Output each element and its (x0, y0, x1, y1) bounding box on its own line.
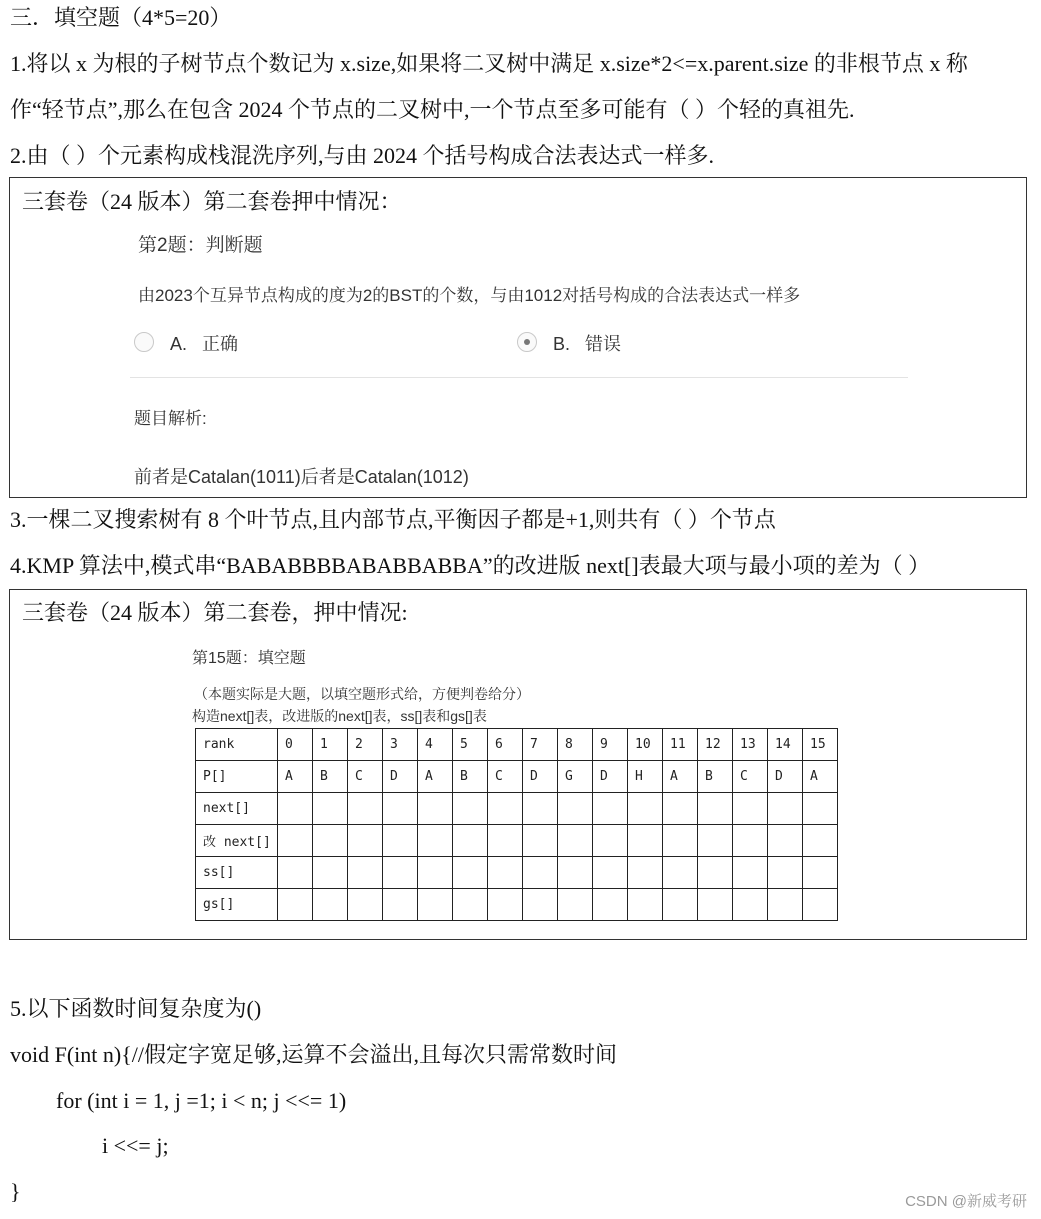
table-row (196, 825, 838, 857)
divider (130, 377, 908, 378)
table-row-header: rank (196, 729, 278, 761)
judge-question-header: 第2题：判断题 (138, 235, 263, 256)
table-cell (488, 857, 523, 889)
table-cell (628, 889, 663, 921)
table-cell: C (488, 761, 523, 793)
fill-question-note: （本题实际是大题，以填空题形式给，方便判卷给分） (194, 686, 530, 702)
table-cell: B (698, 761, 733, 793)
table-cell (313, 793, 348, 825)
table-cell (628, 793, 663, 825)
table-cell (768, 889, 803, 921)
table-cell (383, 825, 418, 857)
question-1-line-1: 1.将以 x 为根的子树节点个数记为 x.size,如果将二叉树中满足 x.size*2<=x.parent.size 的非根节点 x 称 (10, 51, 968, 76)
table-cell (383, 857, 418, 889)
table-cell (698, 889, 733, 921)
table-cell (768, 793, 803, 825)
box-1-title: 三套卷（24 版本）第二套卷押中情况： (22, 189, 402, 214)
question-2: 2.由（ ）个元素构成栈混洗序列,与由 2024 个括号构成合法表达式一样多. (10, 143, 715, 168)
table-cell: G (558, 761, 593, 793)
table-row (196, 793, 838, 825)
table-cell (523, 889, 558, 921)
table-cell (768, 825, 803, 857)
table-cell: 15 (803, 729, 838, 761)
table-cell: 9 (593, 729, 628, 761)
option-b-radio[interactable] (517, 332, 537, 352)
table-cell: 6 (488, 729, 523, 761)
table-cell (628, 825, 663, 857)
table-cell (278, 825, 313, 857)
table-cell: 2 (348, 729, 383, 761)
table-cell (558, 793, 593, 825)
table-cell (663, 889, 698, 921)
table-cell: 13 (733, 729, 768, 761)
table-cell: A (418, 761, 453, 793)
table-cell (733, 793, 768, 825)
table-cell (628, 857, 663, 889)
fill-question-header: 第15题：填空题 (192, 650, 306, 667)
code-line-4: } (10, 1179, 21, 1204)
table-cell (523, 825, 558, 857)
table-cell (558, 889, 593, 921)
table-row (196, 729, 838, 761)
table-cell (313, 857, 348, 889)
option-a-label: A. 正确 (170, 334, 239, 354)
analysis-text: 前者是Catalan(1011)后者是Catalan(1012) (134, 467, 469, 487)
fill-question-instruction: 构造next[]表，改进版的next[]表，ss[]表和gs[]表 (192, 708, 487, 724)
table-cell (803, 857, 838, 889)
table-cell: D (593, 761, 628, 793)
option-a-radio[interactable] (134, 332, 154, 352)
table-cell (733, 825, 768, 857)
table-cell: 0 (278, 729, 313, 761)
table-cell (488, 889, 523, 921)
table-cell (698, 793, 733, 825)
table-cell: H (628, 761, 663, 793)
table-cell (663, 793, 698, 825)
table-cell (453, 857, 488, 889)
table-cell (593, 793, 628, 825)
screenshot-box-1 (9, 177, 1027, 498)
table-cell (558, 825, 593, 857)
question-3: 3.一棵二叉搜索树有 8 个叶节点,且内部节点,平衡因子都是+1,则共有（ ）个节点 (10, 507, 776, 532)
table-cell: B (453, 761, 488, 793)
table-cell: 12 (698, 729, 733, 761)
table-cell (313, 889, 348, 921)
table-cell (488, 793, 523, 825)
table-cell: D (768, 761, 803, 793)
kmp-table (195, 728, 838, 921)
table-row (196, 889, 838, 921)
table-cell (663, 857, 698, 889)
table-cell (803, 793, 838, 825)
watermark: CSDN @新威考研 (905, 1193, 1027, 1210)
table-row-header: ss[] (196, 857, 278, 889)
analysis-label: 题目解析: (134, 409, 207, 428)
table-cell: 7 (523, 729, 558, 761)
table-cell (803, 889, 838, 921)
table-cell (698, 857, 733, 889)
table-cell: D (383, 761, 418, 793)
table-cell (488, 825, 523, 857)
table-cell (418, 889, 453, 921)
question-1-line-2: 作“轻节点”,那么在包含 2024 个节点的二叉树中,一个节点至多可能有（ ）个轻的真祖先. (10, 97, 855, 122)
table-row (196, 761, 838, 793)
table-cell: 14 (768, 729, 803, 761)
table-cell (348, 793, 383, 825)
table-cell: 4 (418, 729, 453, 761)
table-cell (278, 889, 313, 921)
table-cell (663, 825, 698, 857)
table-row-header: P[] (196, 761, 278, 793)
table-cell (453, 793, 488, 825)
table-cell (418, 825, 453, 857)
section-title: 三．填空题（4*5=20） (10, 5, 232, 30)
option-b-label: B. 错误 (553, 334, 622, 354)
box-2-title: 三套卷（24 版本）第二套卷，押中情况: (22, 600, 408, 625)
screenshot-box-2 (9, 589, 1027, 940)
table-cell (523, 857, 558, 889)
table-cell (558, 857, 593, 889)
table-cell (383, 889, 418, 921)
table-cell (523, 793, 558, 825)
table-cell: 5 (453, 729, 488, 761)
table-cell (803, 825, 838, 857)
table-cell: C (348, 761, 383, 793)
table-cell (418, 857, 453, 889)
table-row (196, 857, 838, 889)
table-cell (383, 793, 418, 825)
table-cell (313, 825, 348, 857)
table-cell: 1 (313, 729, 348, 761)
table-cell (348, 889, 383, 921)
code-line-1: void F(int n){//假定字宽足够,运算不会溢出,且每次只需常数时间 (10, 1042, 618, 1067)
table-cell (698, 825, 733, 857)
table-cell (278, 793, 313, 825)
table-cell (453, 889, 488, 921)
table-cell: 3 (383, 729, 418, 761)
table-cell: A (663, 761, 698, 793)
table-cell (453, 825, 488, 857)
table-cell (733, 889, 768, 921)
table-cell: 8 (558, 729, 593, 761)
judge-question-text: 由2023个互异节点构成的度为2的BST的个数，与由1012对括号构成的合法表达式一样多 (138, 286, 801, 305)
table-cell: B (313, 761, 348, 793)
table-cell: 11 (663, 729, 698, 761)
table-cell (348, 857, 383, 889)
question-5-title: 5.以下函数时间复杂度为() (10, 996, 262, 1021)
table-cell: A (803, 761, 838, 793)
table-cell (348, 825, 383, 857)
table-cell: A (278, 761, 313, 793)
table-cell (593, 857, 628, 889)
table-cell: D (523, 761, 558, 793)
table-cell (418, 793, 453, 825)
question-4: 4.KMP 算法中,模式串“BABABBBBABABBABBA”的改进版 next[]表最大项与最小项的差为（ ） (10, 553, 931, 578)
table-row-header: 改 next[] (196, 825, 278, 857)
table-row-header: gs[] (196, 889, 278, 921)
table-row-header: next[] (196, 793, 278, 825)
table-cell (278, 857, 313, 889)
table-cell (768, 857, 803, 889)
table-cell (593, 825, 628, 857)
table-cell (593, 889, 628, 921)
table-cell: 10 (628, 729, 663, 761)
table-cell: C (733, 761, 768, 793)
code-line-3: i <<= j; (102, 1133, 169, 1158)
table-cell (733, 857, 768, 889)
code-line-2: for (int i = 1, j =1; i < n; j <<= 1) (56, 1088, 347, 1113)
